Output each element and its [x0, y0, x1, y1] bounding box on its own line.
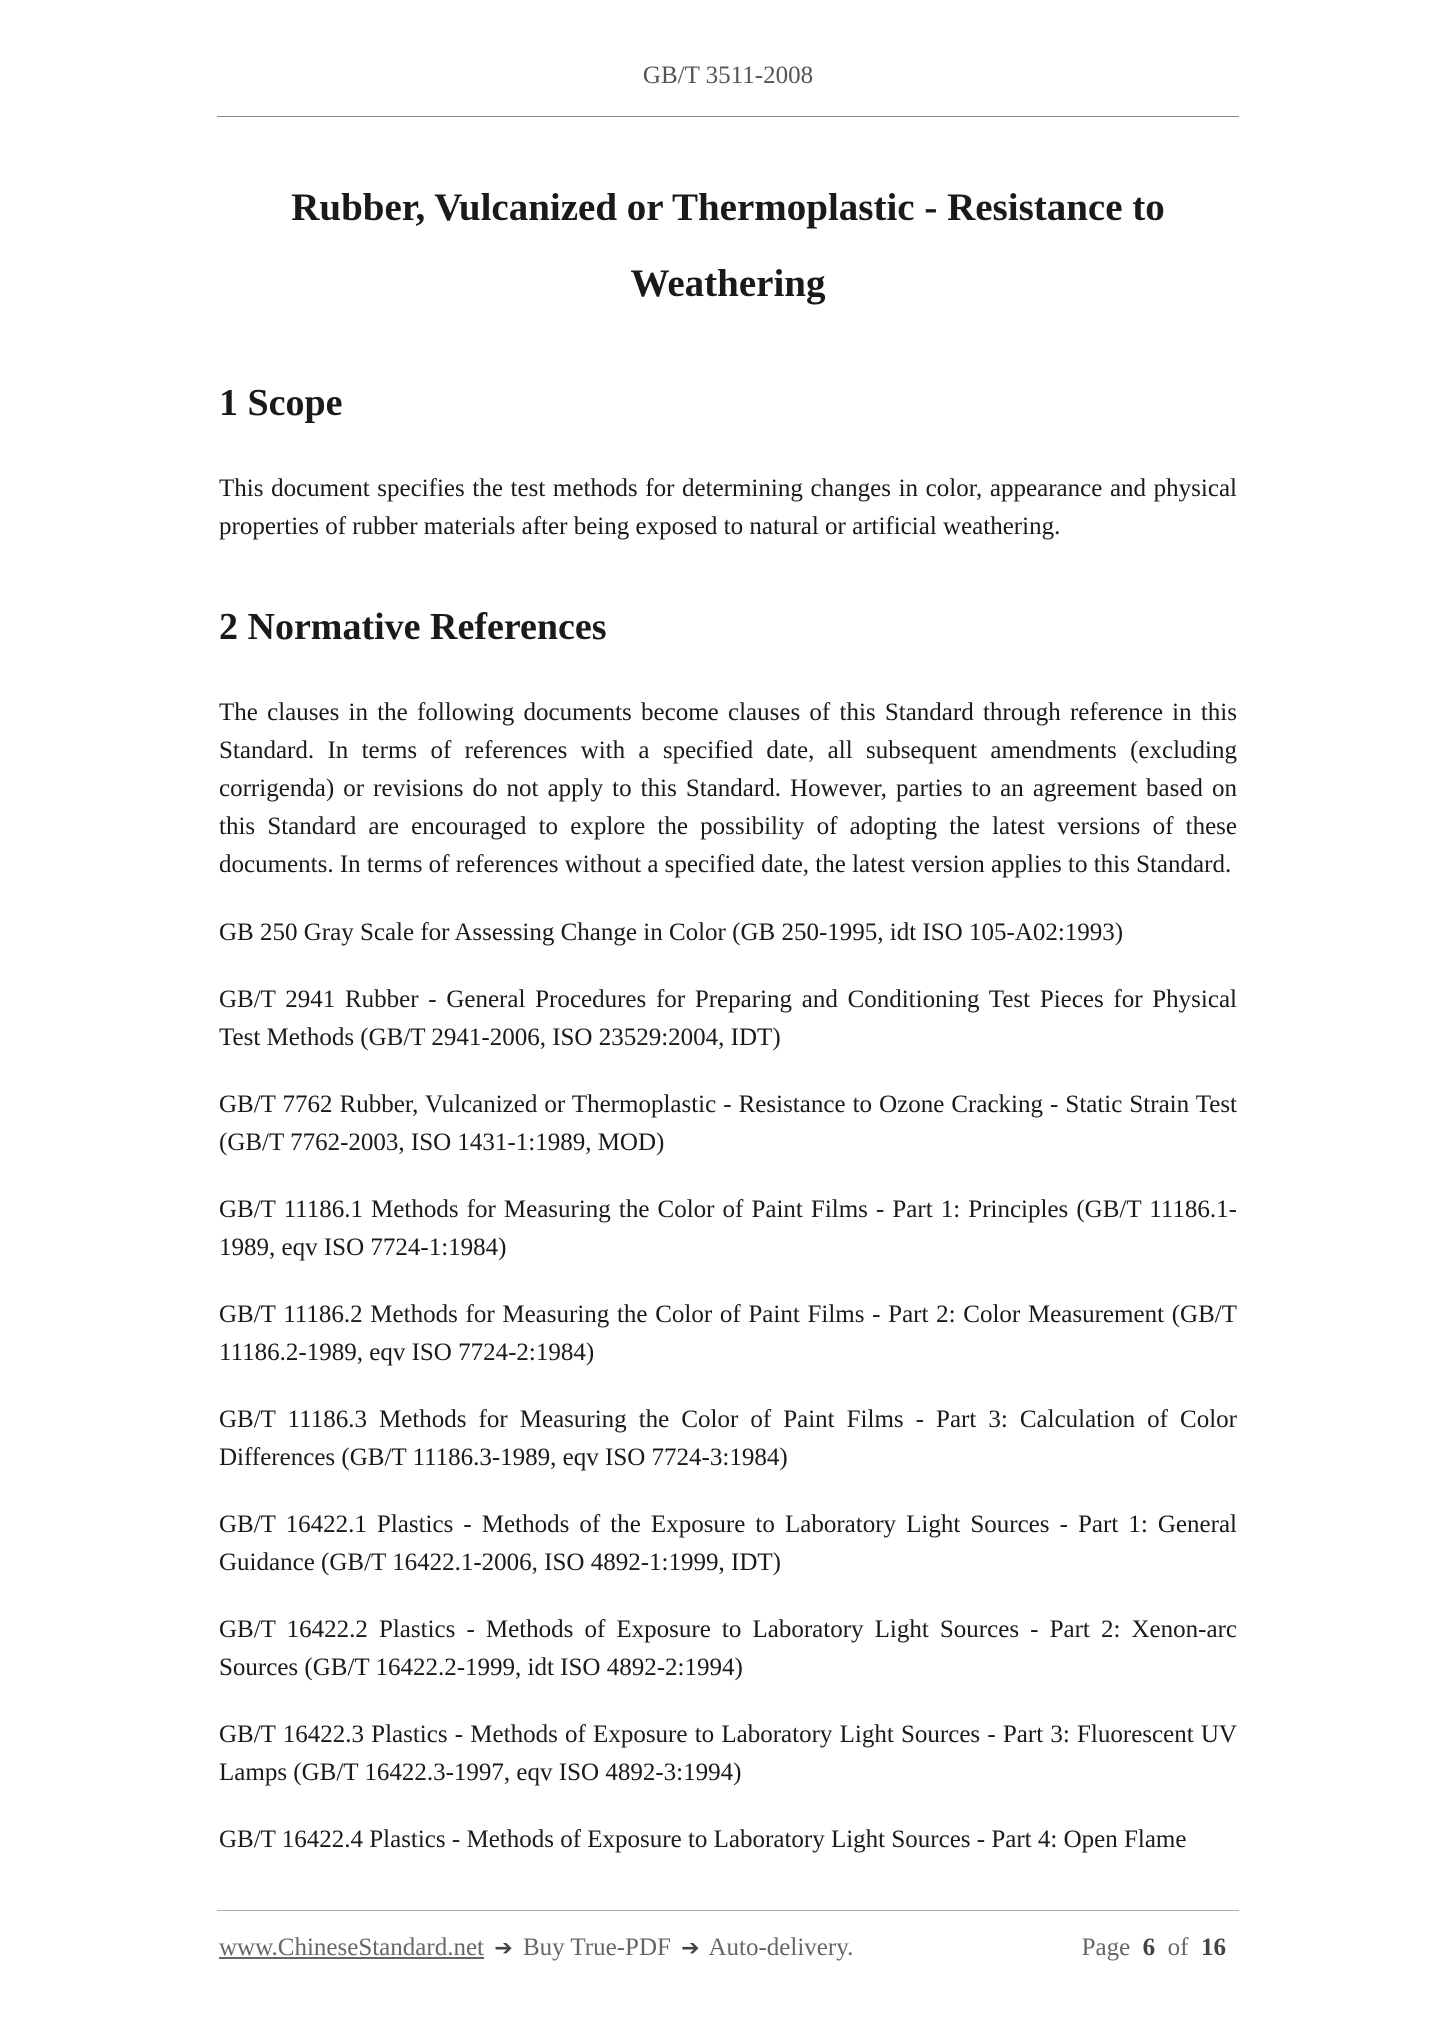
reference-item: GB 250 Gray Scale for Assessing Change in Color (GB 250-1995, idt ISO 105-A02:1993) [219, 919, 1124, 946]
section-paragraph-normative-references: The clauses in the following documents become clauses of this Standard through reference in this Standard. In terms of references with a specified date, all subsequent amendments (excluding corrigenda) or revisions do not apply to this Standard. However, parties to an agreement based on this Standard are encouraged to explore the possibility of adopting the latest versions of these documents. In terms of references without a specified date, the latest version applies to this Standard. [219, 699, 1237, 878]
document-title [219, 170, 1237, 322]
reference-item: GB/T 2941 Rubber - General Procedures for Preparing and Conditioning Test Pieces for Physical Test Methods (GB/T 2941-2006, ISO 23529:2004, IDT) [219, 986, 1237, 1051]
right-arrow-icon: ➔ [494, 1936, 513, 1961]
reference-item: GB/T 7762 Rubber, Vulcanized or Thermoplastic - Resistance to Ozone Cracking - Static Strain Test (GB/T 7762-2003, ISO 1431-1:1989, MOD) [219, 1091, 1237, 1156]
document-title-line-2: Weathering [630, 262, 826, 305]
site-link[interactable]: www.ChineseStandard.net [219, 1934, 484, 1961]
reference-item: GB/T 16422.1 Plastics - Methods of the Exposure to Laboratory Light Sources - Part 1: General Guidance (GB/T 16422.1-2006, ISO 4892-1:1999, IDT) [219, 1511, 1237, 1576]
buy-text: Buy True-PDF [522, 1934, 671, 1961]
page-current: 6 [1142, 1934, 1156, 1961]
reference-item: GB/T 16422.4 Plastics - Methods of Exposure to Laboratory Light Sources - Part 4: Open Flame [219, 1826, 1187, 1853]
header-divider [217, 116, 1239, 117]
reference-item: GB/T 16422.3 Plastics - Methods of Exposure to Laboratory Light Sources - Part 3: Fluorescent UV Lamps (GB/T 16422.3-1997, eqv ISO 4892-3:1994) [219, 1721, 1237, 1786]
page-content [219, 170, 1237, 1859]
reference-item: GB/T 11186.2 Methods for Measuring the Color of Paint Films - Part 2: Color Measurement (GB/T 11186.2-1989, eqv ISO 7724-2:1984) [219, 1301, 1237, 1366]
reference-list [219, 914, 1237, 1859]
section-heading-scope: 1 Scope [219, 382, 343, 424]
delivery-text: Auto-delivery. [708, 1934, 854, 1961]
footer-promo [219, 1934, 853, 1962]
section-heading-normative-references: 2 Normative References [219, 606, 607, 648]
section-paragraph-scope: This document specifies the test methods for determining changes in color, appearance and physical properties of rubber materials after being exposed to natural or artificial weathering. [219, 475, 1237, 540]
document-title-line-1: Rubber, Vulcanized or Thermoplastic - Resistance to [291, 186, 1165, 229]
page-total: 16 [1201, 1934, 1226, 1961]
page-of: of [1167, 1934, 1189, 1961]
page-number [1082, 1934, 1226, 1962]
reference-item: GB/T 11186.1 Methods for Measuring the Color of Paint Films - Part 1: Principles (GB/T 11186.1-1989, eqv ISO 7724-1:1984) [219, 1196, 1237, 1261]
reference-item: GB/T 16422.2 Plastics - Methods of Exposure to Laboratory Light Sources - Part 2: Xenon-arc Sources (GB/T 16422.2-1999, idt ISO 4892-2:1994) [219, 1616, 1237, 1681]
page-label: Page [1081, 1934, 1131, 1961]
running-header: GB/T 3511-2008 [642, 62, 814, 89]
reference-item: GB/T 11186.3 Methods for Measuring the Color of Paint Films - Part 3: Calculation of Color Differences (GB/T 11186.3-1989, eqv ISO 7724-3:1984) [219, 1406, 1237, 1471]
right-arrow-icon: ➔ [681, 1936, 700, 1961]
footer-divider [217, 1910, 1239, 1911]
